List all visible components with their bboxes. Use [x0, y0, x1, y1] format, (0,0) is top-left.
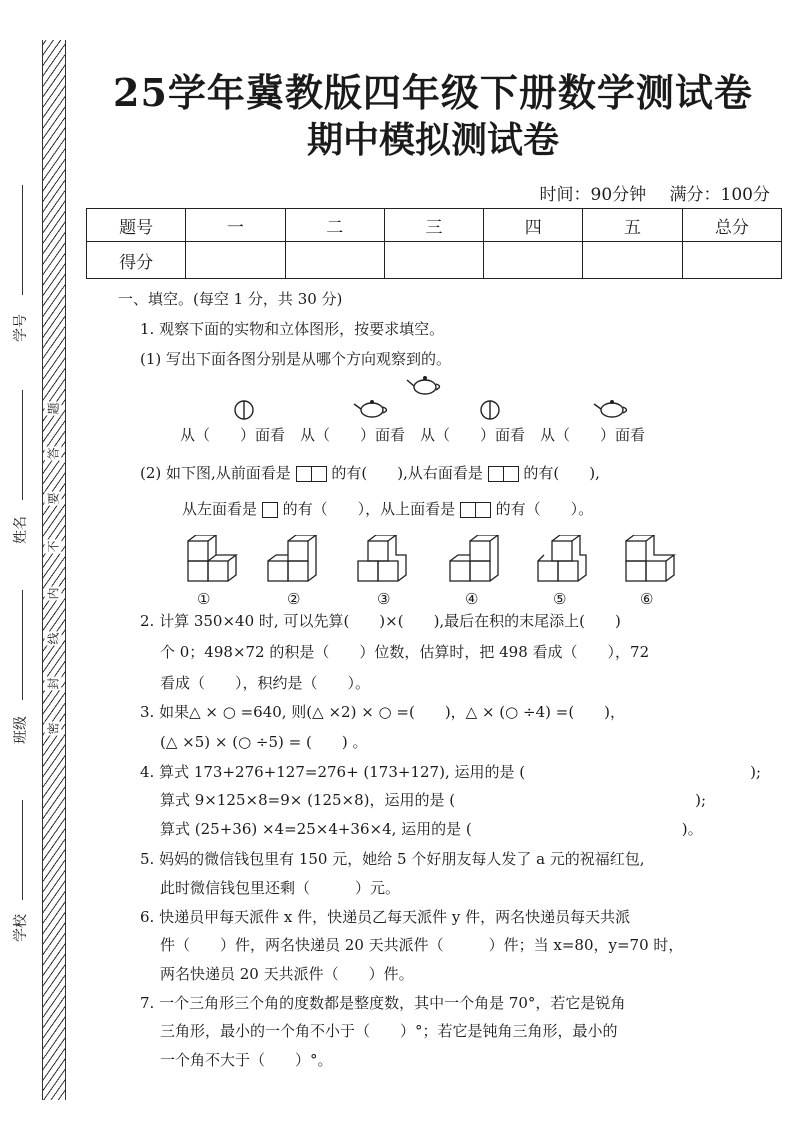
question-2-line3: 看成（ ），积约是（ ）。 [160, 674, 371, 692]
cube-figures [180, 535, 680, 587]
question-1-2-line2 [182, 502, 593, 518]
binding-hatch [42, 40, 66, 1100]
score-table-header-row [87, 209, 782, 242]
seal-char: 要 [46, 492, 61, 505]
question-2-line2: 个 0；498×72 的积是（ ）位数，估算时，把 498 看成（ ），72 [160, 643, 650, 661]
cube-label: ② [287, 590, 301, 608]
page-subtitle: 期中模拟测试卷 [306, 119, 559, 161]
question-7-line2: 三角形，最小的一个角不小于（ ）°；若它是钝角三角形，最小的 [160, 1022, 618, 1040]
score-cell: 一 [186, 209, 285, 242]
square-icon [296, 466, 312, 482]
question-1: 1. 观察下面的实物和立体图形，按要求填空。 [140, 320, 445, 338]
name-line [22, 390, 23, 500]
score-input-cell[interactable] [583, 242, 682, 279]
question-6-line2: 件（ ）件，两名快递员 20 天共派件（ ）件；当 x=80，y=70 时， [160, 936, 684, 954]
name-label: 姓名 [13, 516, 29, 544]
section-heading: 一、填空。(每空 1 分，共 30 分) [118, 290, 343, 308]
page-title: 25学年冀教版四年级下册数学测试卷 [113, 70, 753, 115]
q1-2-text-c: 的有( ), [523, 464, 600, 482]
score-input-cell[interactable] [186, 242, 285, 279]
cube-label: ③ [377, 590, 391, 608]
question-7-line3: 一个角不大于（ ）°。 [160, 1051, 333, 1069]
question-5-line1: 5. 妈妈的微信钱包里有 150 元，她给 5 个好朋友每人发了 a 元的祝福红包, [140, 850, 645, 868]
seal-char: 线 [46, 632, 61, 645]
score-input-cell[interactable] [682, 242, 781, 279]
square-icon [262, 502, 278, 518]
seal-char: 封 [46, 677, 61, 690]
class-label: 班级 [13, 716, 29, 744]
square-icon [460, 502, 476, 518]
q1-2-text-e: 的有（ ），从上面看是 [282, 500, 456, 518]
q1-2-text-b: 的有( ),从右面看是 [331, 464, 483, 482]
exam-time: 时间：90分钟 [539, 185, 647, 205]
q1-2-text-d: 从左面看是 [182, 500, 258, 518]
seal-char: 不 [46, 540, 61, 553]
score-cell: 五 [583, 209, 682, 242]
q1-2-text-f: 的有（ ）。 [495, 500, 594, 518]
question-1-2-line1 [140, 466, 600, 482]
question-2-line1: 2. 计算 350×40 时, 可以先算( )×( ),最后在积的末尾添上( ) [140, 612, 621, 630]
cube-label: ④ [465, 590, 479, 608]
score-cell: 题号 [87, 209, 186, 242]
question-7-line1: 7. 一个三角形三个角的度数都是整度数，其中一个角是 70°，若它是锐角 [140, 994, 626, 1012]
student-no-line [22, 185, 23, 295]
score-table [86, 208, 782, 279]
school-label: 学校 [13, 914, 29, 942]
square-icon [488, 466, 504, 482]
score-cell: 得分 [87, 242, 186, 279]
score-input-cell[interactable] [484, 242, 583, 279]
score-cell: 三 [384, 209, 483, 242]
question-1-1: (1) 写出下面各图分别是从哪个方向观察到的。 [140, 350, 452, 368]
square-icon [504, 466, 519, 482]
school-line [22, 800, 23, 900]
exam-full-score: 满分：100分 [669, 185, 770, 205]
question-4-line2: 算式 9×125×8=9× (125×8)，运用的是 ( ); [160, 791, 707, 809]
cube-label: ⑤ [553, 590, 567, 608]
question-3-line2: (△ ×5) × (○ ÷5) = ( ) 。 [160, 733, 368, 751]
question-4-line1: 4. 算式 173+276+127=276+ (173+127), 运用的是 ( ); [140, 763, 762, 781]
teapot-side-view-icon [592, 396, 632, 420]
teapot-top-view-icon [232, 398, 256, 422]
seal-char: 密 [46, 722, 61, 735]
seal-char: 答 [46, 447, 61, 460]
teapot-front-view-icon [352, 396, 392, 420]
class-line [22, 590, 23, 700]
score-cell: 总分 [682, 209, 781, 242]
q1-2-text-a: (2) 如下图,从前面看是 [140, 464, 291, 482]
seal-char: 内 [46, 587, 61, 600]
score-cell: 二 [285, 209, 384, 242]
score-input-cell[interactable] [285, 242, 384, 279]
square-icon [312, 466, 327, 482]
teapot-icon [405, 372, 445, 396]
cube-label: ⑥ [640, 590, 654, 608]
question-4-line3: 算式 (25+36) ×4=25×4+36×4, 运用的是 ( )。 [160, 820, 703, 838]
cube-label: ① [197, 590, 211, 608]
student-no-label: 学号 [13, 314, 29, 342]
score-table-score-row [87, 242, 782, 279]
teapot-top-view-icon [478, 398, 502, 422]
question-6-line1: 6. 快递员甲每天派件 x 件，快递员乙每天派件 y 件，两名快递员每天共派 [140, 908, 631, 926]
question-3-line1: 3. 如果△ × ○ =640, 则(△ ×2) × ○ =( )，△ × (○ ÷4) =( )， [140, 703, 626, 721]
exam-meta [522, 180, 771, 205]
question-1-1-blanks: 从（ ）面看 从（ ）面看 从（ ）面看 从（ ）面看 [180, 426, 646, 444]
score-cell: 四 [484, 209, 583, 242]
question-6-line3: 两名快递员 20 天共派件（ ）件。 [160, 965, 414, 983]
seal-char: 题 [46, 402, 61, 415]
score-input-cell[interactable] [384, 242, 483, 279]
binding-strip [0, 0, 80, 1130]
square-icon [476, 502, 491, 518]
question-5-line2: 此时微信钱包里还剩（ ）元。 [160, 879, 401, 897]
